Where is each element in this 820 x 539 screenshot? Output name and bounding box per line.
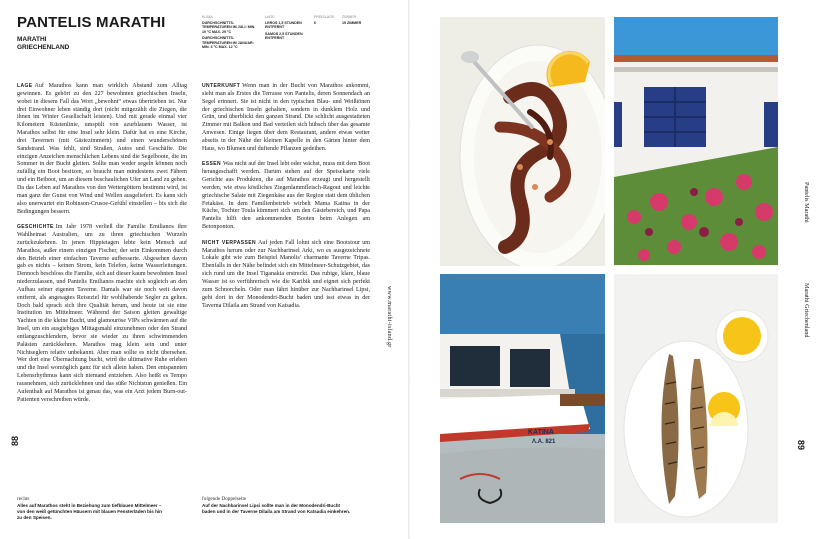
photo-grilled-fish bbox=[614, 274, 778, 523]
meta-zimmer-heading: ZIMMER bbox=[342, 15, 357, 19]
right-page bbox=[410, 0, 820, 539]
meta-klima bbox=[202, 15, 260, 50]
lead-essen: ESSEN bbox=[202, 161, 221, 168]
meta-preis-heading: PREISLAGE bbox=[314, 15, 335, 19]
caption-left-heading: rechts bbox=[17, 496, 30, 502]
text-nicht-verpassen: Auf jeden Fall lohnt sich eine Bootstour um Marathos herum oder zur Nachbarinsel Arki, wo es ausgezeichnete Lokale gibt wie zum Beispiel Manolis’ charmante Taverne Tripas. Ebenfalls in der Nähe befindet sich ein Mittelmeer-Schutzgebiet, das sich rund um die Insel Tiganakia erstreckt. Das ruhige, klare, blaue Wasser ist so verführerisch wie die Karibik und eignet sich perfekt zum Schnorcheln. Oder man fährt hinüber zur Nachbarinsel Lipsi, geht dort in der Monodendri-Bucht baden und isst etwas in der Taverna Dilaila am Strand von Katsadia. bbox=[202, 239, 371, 309]
caption-left bbox=[17, 496, 167, 521]
meta-lage-heading: LAGE bbox=[265, 15, 275, 19]
paragraph-nicht-verpassen bbox=[202, 240, 370, 311]
meta-lage-leros: LEROS 1,5 STUNDEN ENTFERNT bbox=[265, 20, 302, 29]
meta-lage-samos: SAMOS 2,5 STUNDEN ENTFERNT bbox=[265, 31, 303, 40]
page-number-left: 88 bbox=[10, 435, 21, 447]
paragraph-unterkunft bbox=[202, 83, 370, 154]
boat-registration: Λ.Α. 821 bbox=[532, 439, 556, 445]
text-geschichte: Im Jahr 1978 verließ die Familie Emilianos ihre Wahlheimat Australien, um zu ihren griechischen Wurzeln zurückzukehren. In jenen Hippietagen lebte kein Mensch auf Marathos, außer einem einzigen Fischer, der sein Einkommen durch den Betrieb einer einfachen Taverne aufbesserte. Abgesehen davon gab es nichts – keinen Strom, kein Telefon, keine Wasserleitungen. Dennoch beschloss die Familie, sich auf dieser kaum bewohnten Insel niederzulassen, und Pantelis Emilianos machte sich sogleich an den Aufbau seiner eigenen Taverne. Damals war sie noch weit davon entfernt, als angesagtes Reiseziel für wohlhabende Segler zu gelten. Doch bald sprach sich ihre Qualität herum, und heute ist sie eine Institution im Mittelmeer. Während der Saison gleiten gewaltige Yachten in die kleine Bucht, und glamouröse VIPs schwärmen auf die Insel, um ein ausgiebiges Mittagsmahl einzunehmen oder den Strand entlangzuschlendern, bevor sie wieder zu ihren schwimmenden Palästen zurückkehren. Marathos mag klein sein und unter Nichtseglern relativ unbekannt. Aber man sollte es nicht übersehen. Wer dort eine Übernachtung bucht, wird die ultimative Ruhe erleben und die Insel womöglich ganz für sich allein haben. Den entspannten Lebensrhythmus kann sich niemand entziehen. Also heißt es Tempo rausnehmen, sich zurücklehnen und das süße Nichtstun genießen. Ein Aufenthalt auf Marathos ist genau das, was ein Arzt jedem Burn-out-Patienten verschreiben würde. bbox=[17, 224, 187, 403]
lead-lage: LAGE bbox=[17, 83, 33, 89]
lead-nicht-verpassen: NICHT VERPASSEN bbox=[202, 239, 256, 246]
caption-left-body: Alles auf Marathos steht in Beziehung zum tiefblauen Mittelmeer – von den weiß getünchten Häusern mit blauen Fensterläden bis hin zu den Speisen. bbox=[17, 503, 162, 520]
subtitle-country: GRIECHENLAND bbox=[17, 44, 70, 51]
text-unterkunft: Wenn man in der Bucht von Marathos ankommt, sieht man als Erstes die Terrasse von Pantelis, deren Sonnendach an Segel erinnert. Sie ist nicht in den typischen Blau- und Weißtönen der griechischen Inseln gehalten, sondern in dunklem Holz und Grün, und überblickt den ganzen Strand. Die schlicht ausgestatteten Zimmer mit Balkon und Bad verteilen sich hübsch über das gesamte Anwesen. Einige liegen über dem Restaurant, andere etwas weiter abseits in der Nähe der kleinen Kapelle in den Gärten hinter dem Haus, wo Blumen und duftende Pflanzen gedeihen. bbox=[202, 83, 370, 152]
photo-boat-katina bbox=[440, 274, 605, 523]
photo-octopus-dish bbox=[440, 17, 605, 266]
lead-geschichte: GESCHICHTE bbox=[17, 224, 54, 231]
boat-name: KATINA bbox=[528, 429, 554, 436]
text-essen: Was nicht auf der Insel lebt oder wächst, muss mit dem Boot herangeschafft werden. Darum stehen auf der Speisekarte viele Gerichte aus Produkten, die auf Marathos erzeugt und hergestellt werden, wie etwa köstliches Ziegenlammfleisch-Ragout und leichte griechische Salate mit Ziegenkäse aus der Region statt dem üblichen Fetakäse. In dem Familienbetrieb wirbelt Mama Katina in der Küche, Tochter Toula kümmert sich um den Gästebereich, und Papa Pantelis hilft den ankommenden Booten beim Anlegen am Betonponton. bbox=[202, 161, 370, 231]
meta-klima-january: DURCHSCHNITTS-TEMPERATUREN IM JANUAR: MIN. 6 °C MAX. 12 °C bbox=[202, 36, 254, 49]
meta-klima-heading: KLIMA bbox=[202, 15, 213, 19]
caption-right-heading: folgende Doppelseite bbox=[202, 496, 247, 502]
text-lage: Auf Marathos kann man wirklich Abstand zum Alltag gewinnen. Es gehört zu den 227 bewohnten griechischen Inseln, wobei in diesem Fall das Wort „bewohnt“ etwas übertrieben ist. Nur drei Einwohner leben ständig dort (nicht mitgezählt die Ziegen, die ihnen im Winter Gesellschaft leisten). Und mit gerade einmal vier Kilometern Küstenlinie, umspült von azurblauem Wasser, ist Marathos selbst für eine Insel sehr klein. Dafür hat es eine Kirche, drei Tavernen (mit Gästezimmern) und einen wunderschönen Sandstrand. Was fehlt, sind Straßen, Autos und Geschäfte. Die einzigen Anzeichen menschlichen Lebens sind die Segelboote, die im Sommer in der Bucht gleiten. Sollte man weder segeln können noch zufällig ein Boot besitzen, so braucht man mindestens zwei Fähren und ein Beiboot, um an diesem beschaulichen Ufer an Land zu gehen. Da das Leben auf Marathos von den Wettergöttern bestimmt wird, ist man ganz der Gunst von Wind und Wellen ausgeliefert. Es kann sich also unerwartet ein Robinson-Crusoe-Gefühl einstellen – bis sich die Bedingungen bessern. bbox=[17, 83, 187, 215]
meta-zimmer-value: 15 ZIMMER bbox=[342, 20, 362, 25]
meta-lage bbox=[265, 15, 310, 41]
location-subtitle bbox=[17, 36, 69, 52]
subtitle-place: MARATHI bbox=[17, 36, 47, 43]
boat-illustration bbox=[440, 274, 605, 523]
fish-dish-illustration bbox=[614, 274, 778, 523]
meta-preis bbox=[314, 15, 344, 25]
page-title: PANTELIS MARATHI bbox=[17, 14, 166, 31]
paragraph-geschichte bbox=[17, 224, 187, 404]
caption-right-body: Auf der Nachbarinsel Lipsi sollte man in der Monodendri-Bucht baden und in der Taverne Dilaila am Strand von Katsadia einkehren. bbox=[202, 503, 351, 514]
text-column-1 bbox=[17, 83, 187, 412]
photo-house-blue-window bbox=[614, 17, 778, 265]
paragraph-essen bbox=[202, 161, 370, 232]
text-column-2 bbox=[202, 83, 370, 318]
side-label-location: Marathi Griechenland bbox=[803, 283, 810, 338]
meta-klima-july: DURCHSCHNITTS-TEMPERATUREN IM JULI: MIN. 19 °C MAX. 29 °C bbox=[202, 20, 256, 34]
page-number-right: 89 bbox=[796, 439, 807, 451]
caption-right bbox=[202, 496, 352, 515]
meta-preis-value: € bbox=[314, 20, 316, 25]
house-illustration bbox=[614, 17, 778, 265]
lead-unterkunft: UNTERKUNFT bbox=[202, 83, 241, 89]
side-label-hotel: Pantelis Marathi bbox=[803, 182, 810, 223]
meta-zimmer bbox=[342, 15, 382, 25]
paragraph-lage bbox=[17, 83, 187, 216]
octopus-dish-illustration bbox=[440, 17, 605, 266]
website-url[interactable]: www.marathi-island.gr bbox=[386, 286, 392, 348]
